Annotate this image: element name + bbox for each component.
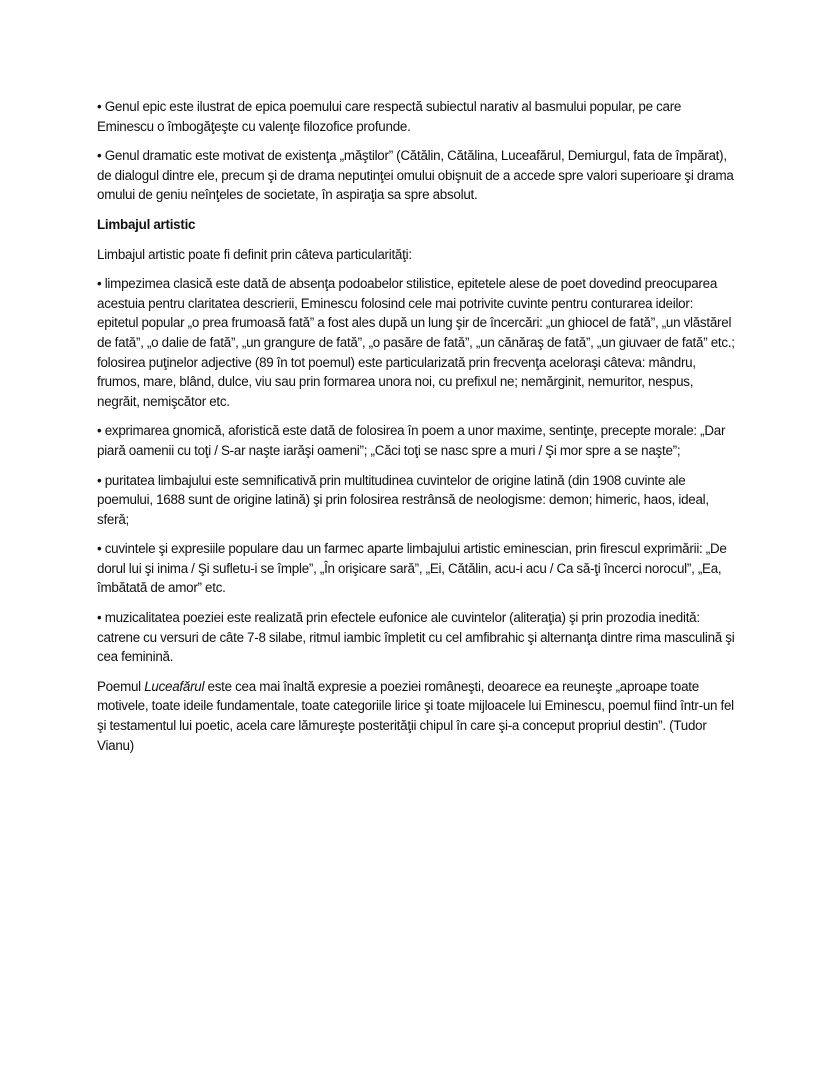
feature-expresii-populare: • cuvintele şi expresiile populare dau un farmec aparte limbajului artistic eminescian, prin firescul exprimării: „De dorul lui şi inima / Şi sufletu-i se împle”, „În orişicare sară”, „Ei, Cătălin, acu-i acu / Ca să-ţi încerci norocul”, „Ea, îmbătată de amor” etc.	[97, 541, 727, 596]
conclusion-paragraph	[97, 677, 737, 755]
feature-puritatea: • puritatea limbajului este semnificativă prin multitudinea cuvintelor de origine latină (din 1908 cuvinte ale poemului, 1688 sunt de origine latină) şi prin folosirea restrânsă de neologisme: demon; himeric, haos, ideal, sferă;	[97, 472, 709, 527]
paragraph-genul-epic: • Genul epic este ilustrat de epica poemului care respectă subiectul narativ al basmului popular, pe care Eminescu o îmbogăţeşte cu valenţe filozofice profunde.	[97, 99, 682, 134]
conclusion-rest: este cea mai înaltă expresie a poeziei româneşti, deoarece ea reuneşte „aproape toate motivele, toate ideile fundamentale, toate categoriile lirice şi toate mijloacele lui Eminescu, poemul fiind într-un fel şi testamentul lui poetic, acela care lămureşte posterităţii chipul în care şi-a conceput propriul destin”. (Tudor Vianu)	[97, 678, 734, 753]
conclusion-prefix: Poemul	[97, 678, 145, 694]
document-page	[97, 97, 737, 765]
feature-exprimarea-gnomica: • exprimarea gnomică, aforistică este dată de folosirea în poem a unor maxime, sentinţe, precepte morale: „Dar piară oamenii cu toţi / S-ar naşte iarăşi oameni”; „Căci toţi se nasc spre a muri / Şi mor spre a se naşte”;	[97, 423, 726, 458]
poem-title: Luceafărul	[144, 678, 205, 694]
feature-limpezimea: • limpezimea clasică este dată de absenţa podoabelor stilistice, epitetele alese de poet dovedind preocuparea acestuia pentru claritatea descrierii, Eminescu folosind cele mai potrivite cuvinte pentru conturarea ideilor: epitetul popular „o prea frumoasă fată” a fost ales după un lung şir de încercări: „un ghiocel de fată”, „un vlăstărel de fată”, „o dalie de fată”, „un grangure de fată”, „o pasăre de fată”, „un cănăraş de fată”, „un giuvaer de fată” etc.; folosirea puţinelor adjective (89 în tot poemul) este particularizată prin frecvenţa aceloraşi câteva: mândru, frumos, mare, blând, dulce, viu sau prin formarea unora noi, cu prefixul ne; nemărginit, nemuritor, nespus, negrăit, nemişcător etc.	[97, 276, 735, 409]
section-intro: Limbajul artistic poate fi definit prin câteva particularităţi:	[97, 246, 412, 262]
section-heading: Limbajul artistic	[97, 216, 196, 232]
paragraph-genul-dramatic: • Genul dramatic este motivat de existenţa „măştilor” (Cătălin, Cătălina, Luceafărul, Demiurgul, fata de împărat), de dialogul dintre ele, precum şi de drama neputinţei omului obişnuit de a accede spre valori superioare şi drama omului de geniu neînţeles de societate, în aspiraţia sa spre absolut.	[97, 148, 734, 203]
feature-muzicalitatea: • muzicalitatea poeziei este realizată prin efectele eufonice ale cuvintelor (aliteraţia) şi prin prozodia inedită: catrene cu versuri de câte 7-8 silabe, ritmul iambic împletit cu cel amfibrahic şi alternanţa dintre rima masculină şi cea feminină.	[97, 610, 735, 665]
